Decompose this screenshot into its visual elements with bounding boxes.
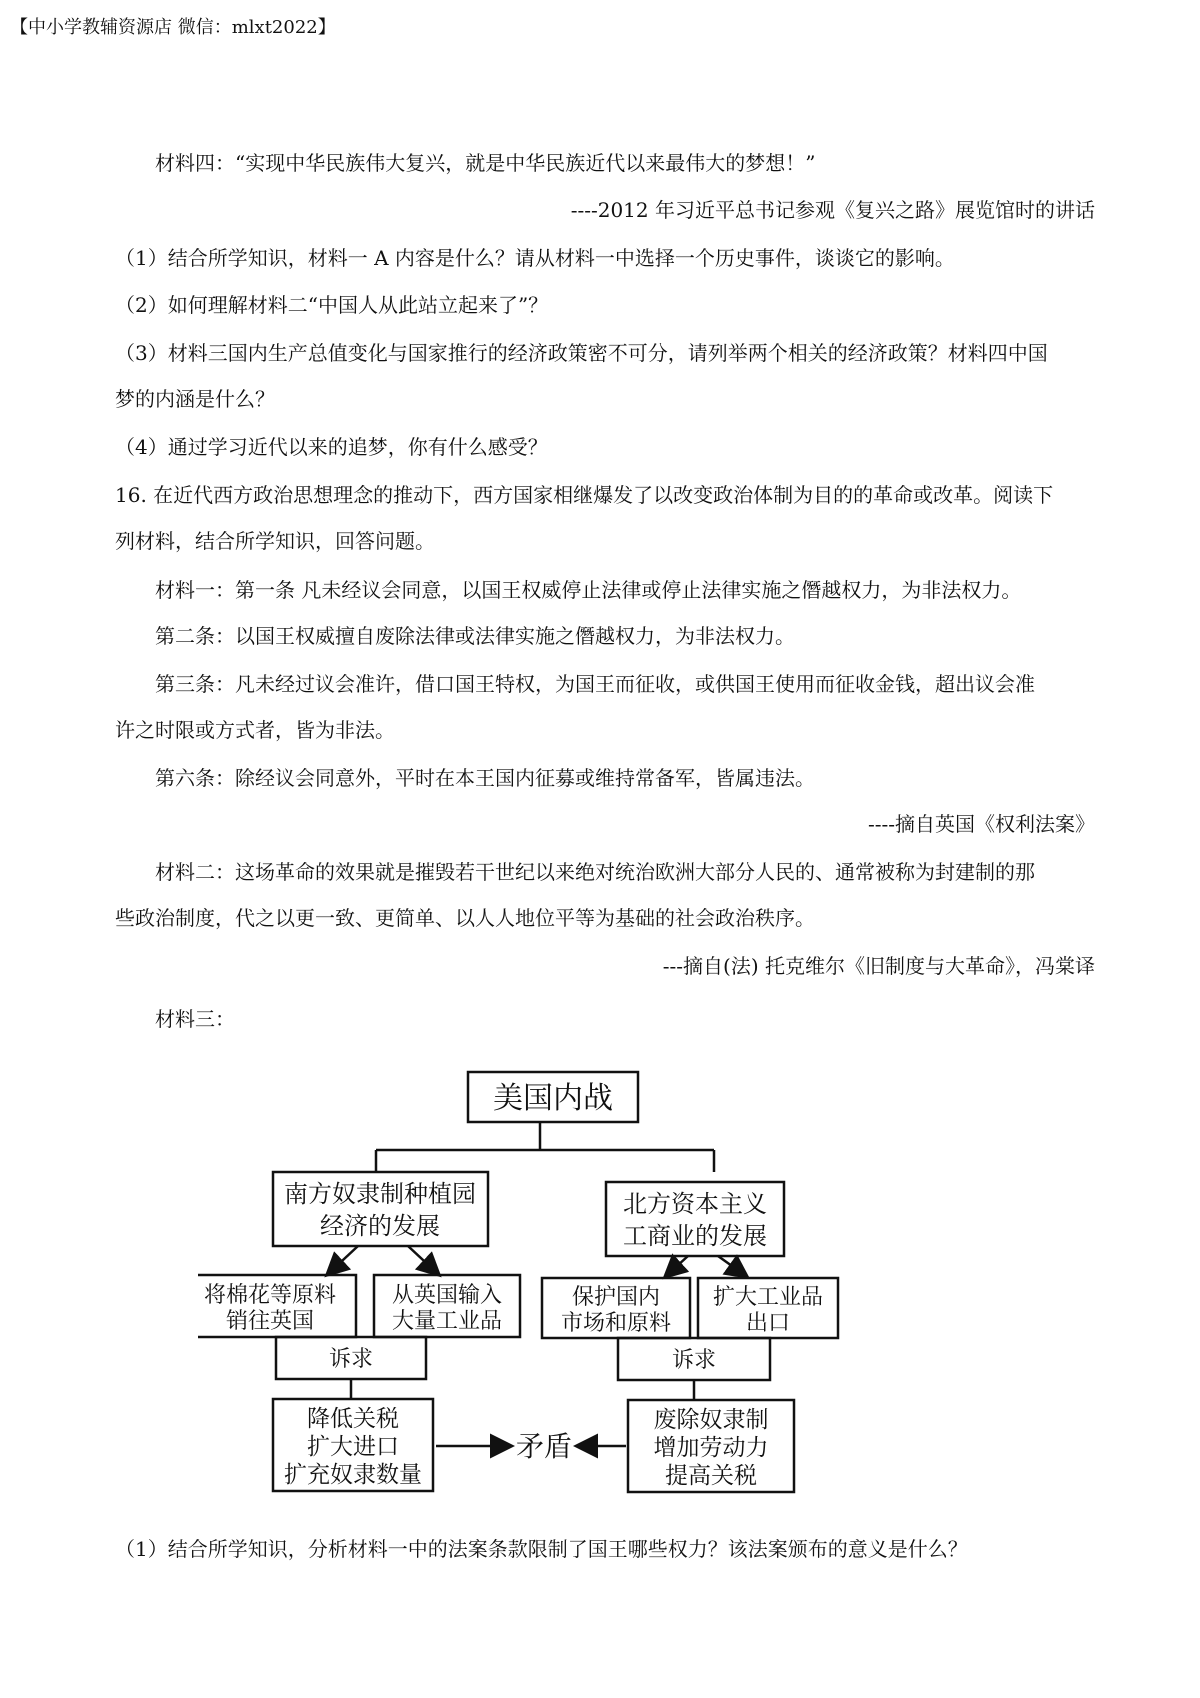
- north-export-l2: 出口: [745, 1311, 791, 1336]
- m3-label: 材料三：: [155, 1007, 235, 1031]
- north-result-l2: 增加劳动力: [653, 1435, 769, 1461]
- q15-3: （3）材料三国内生产总值变化与国家推行的经济政策密不可分，请列举两个相关的经济政策？材料四中国: [115, 341, 1048, 365]
- north-economy-l1: 北方资本主义: [623, 1190, 767, 1218]
- q15-3-cont: 梦的内涵是什么？: [115, 387, 275, 411]
- q15-1: （1）结合所学知识，材料一 A 内容是什么？请从材料一中选择一个历史事件，谈谈它的影响。: [115, 246, 955, 270]
- north-result-l3: 提高关税: [665, 1463, 757, 1489]
- m2-source: ---摘自(法) 托克维尔《旧制度与大革命》，冯棠译: [662, 954, 1095, 978]
- diagram-title: 美国内战: [493, 1081, 613, 1116]
- m1-article3-cont: 许之时限或方式者，皆为非法。: [115, 718, 395, 742]
- north-result-l1: 废除奴隶制: [653, 1407, 769, 1433]
- material4-quote: 材料四：“实现中华民族伟大复兴，就是中华民族近代以来最伟大的梦想！”: [155, 151, 816, 175]
- south-demand: 诉求: [328, 1347, 374, 1372]
- north-protect-l2: 市场和原料: [560, 1311, 672, 1336]
- south-result-l2: 扩大进口: [307, 1434, 399, 1460]
- south-economy-l2: 经济的发展: [320, 1212, 440, 1240]
- m1-article2: 第二条：以国王权威擅自废除法律或法律实施之僭越权力，为非法权力。: [155, 624, 795, 648]
- south-import-l1: 从英国输入: [391, 1283, 503, 1308]
- q16-1: （1）结合所学知识，分析材料一中的法案条款限制了国王哪些权力？该法案颁布的意义是什么？: [115, 1537, 968, 1561]
- m2-text: 材料二：这场革命的效果就是摧毁若干世纪以来绝对统治欧洲大部分人民的、通常被称为封建制的那: [155, 860, 1035, 884]
- m1-article3: 第三条：凡未经过议会准许，借口国王特权，为国王而征收，或供国王使用而征收金钱，超出议会准: [155, 672, 1035, 696]
- material4-source: ----2012 年习近平总书记参观《复兴之路》展览馆时的讲话: [570, 198, 1095, 222]
- south-economy-l1: 南方奴隶制种植园: [284, 1180, 476, 1208]
- north-demand: 诉求: [671, 1348, 717, 1373]
- north-protect-l1: 保护国内: [571, 1285, 661, 1310]
- north-export-l1: 扩大工业品: [712, 1285, 824, 1310]
- conflict-label: 矛盾: [515, 1430, 573, 1463]
- south-cotton-l1: 将棉花等原料: [203, 1283, 337, 1308]
- south-result-l3: 扩充奴隶数量: [284, 1462, 422, 1488]
- q16-stem: 16. 在近代西方政治思想理念的推动下，西方国家相继爆发了以改变政治体制为目的的革命或改革。阅读下: [115, 483, 1054, 507]
- m2-text-cont: 些政治制度，代之以更一致、更简单、以人人地位平等为基础的社会政治秩序。: [115, 906, 815, 930]
- q15-2: （2）如何理解材料二“中国人从此站立起来了”？: [115, 293, 549, 317]
- m1-article1: 材料一：第一条 凡未经议会同意，以国王权威停止法律或停止法律实施之僭越权力，为非法权力。: [155, 578, 1022, 602]
- civil-war-diagram: [198, 1060, 878, 1510]
- south-import-l2: 大量工业品: [391, 1309, 503, 1334]
- q16-stem-cont: 列材料，结合所学知识，回答问题。: [115, 529, 435, 553]
- m1-source: ----摘自英国《权利法案》: [867, 812, 1095, 836]
- q15-4: （4）通过学习近代以来的追梦，你有什么感受？: [115, 435, 548, 459]
- south-result-l1: 降低关税: [307, 1406, 399, 1432]
- north-economy-l2: 工商业的发展: [623, 1222, 767, 1250]
- page-header: 【中小学教辅资源店 微信：mlxt2022】: [10, 17, 336, 38]
- south-cotton-l2: 销往英国: [225, 1309, 315, 1334]
- m1-article6: 第六条：除经议会同意外，平时在本王国内征募或维持常备军，皆属违法。: [155, 766, 815, 790]
